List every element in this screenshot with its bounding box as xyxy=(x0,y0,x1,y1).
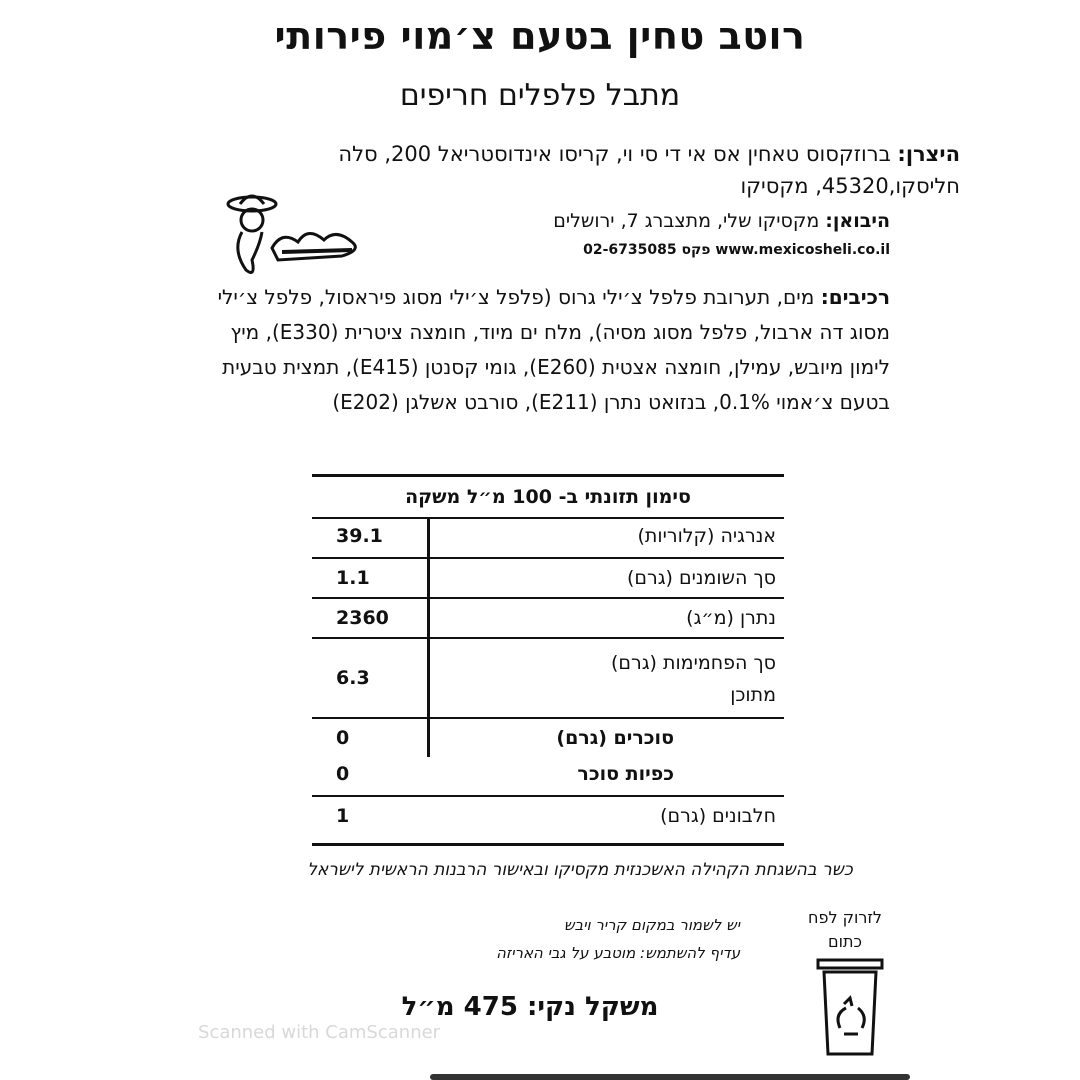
nutrition-value: 2360 xyxy=(336,607,389,629)
nutrition-label: סך הפחמימות (גרם) מתוכן xyxy=(610,652,776,706)
nutrition-row xyxy=(312,559,784,599)
nutrition-row xyxy=(312,639,784,719)
ingredients xyxy=(200,280,890,420)
nutrition-value: 0 xyxy=(336,763,350,785)
nutrition-value: 1 xyxy=(336,805,350,827)
scanner-watermark: Scanned with CamScanner xyxy=(198,1022,441,1043)
ingredients-label: רכיבים: xyxy=(820,285,890,309)
nutrition-table xyxy=(312,474,784,846)
nutrition-label: סוכרים (גרם) xyxy=(556,727,674,749)
product-title: רוטב טחין בטעם צ׳מוי פירותי xyxy=(274,14,806,58)
net-weight: משקל נקי: 475 מ״ל xyxy=(401,992,659,1022)
importer-text: מקסיקו שלי, מתצברג 7, ירושלים xyxy=(553,210,820,232)
bottom-edge xyxy=(430,1074,910,1080)
nutrition-value: 0 xyxy=(336,727,350,749)
nutrition-row xyxy=(312,757,784,797)
kosher-statement: כשר בהשגחת הקהילה האשכנזית מקסיקו ובאישור הרבנות הראשית לישראל xyxy=(307,860,853,880)
nutrition-value: 1.1 xyxy=(336,567,370,589)
manufacturer-label: היצרן: xyxy=(897,142,960,166)
nutrition-label: חלבונים (גרם) xyxy=(660,805,776,827)
best-before-note: עדיף להשתמש: מוטבע על גבי האריזה xyxy=(496,944,740,962)
product-subtitle: מתבל פלפלים חריפים xyxy=(399,78,681,113)
storage-instructions: יש לשמור במקום קריר ויבש xyxy=(563,916,740,934)
nutrition-row xyxy=(312,719,784,757)
nutrition-value: 39.1 xyxy=(336,525,383,547)
nutrition-row xyxy=(312,599,784,639)
manufacturer-text: ברוזקסוס טאחין אס אי די סי וי, קריסו אינדוסטריאל 200, סלה חליסקו,45320, מקסיקו xyxy=(338,142,960,198)
nutrition-header: סימון תזונתי ב- 100 מ״ל משקה xyxy=(312,477,784,519)
nutrition-label: נתרן (מ״ג) xyxy=(686,607,776,629)
nutrition-label: סך השומנים (גרם) xyxy=(626,567,776,589)
recycle-caption: לזרוק לפח כתום xyxy=(808,908,882,951)
nutrition-row xyxy=(312,517,784,559)
mexico-sheli-logo xyxy=(212,190,372,280)
nutrition-label: אנרגיה (קלוריות) xyxy=(637,525,776,547)
importer-contact: 02-6735085 פקס www.mexicosheli.co.il xyxy=(583,242,890,258)
ingredients-text: מים, תערובת פלפל צ׳ילי גרוס (פלפל צ׳ילי מסוג פיראסול, פלפל צ׳ילי מסוג דה ארבול, פלפל מסוג מסיה), מלח ים מיוד, חומצה ציטרית (E330), מיץ לימון מיובש, עמילן, חומצה אצטית (E260), גומי קסנטן (E415), תמצית טבעית בטעם צ׳אמוי 0.1%, בנזואט נתרן (E211), סורבט אשלגן (E202) xyxy=(217,285,890,414)
importer-label: היבואן: xyxy=(825,210,890,232)
importer-info xyxy=(390,208,890,234)
recycle-bin-icon xyxy=(814,958,886,1058)
nutrition-row xyxy=(312,797,784,837)
nutrition-value: 6.3 xyxy=(336,667,370,689)
nutrition-label: כפיות סוכר xyxy=(577,763,674,785)
